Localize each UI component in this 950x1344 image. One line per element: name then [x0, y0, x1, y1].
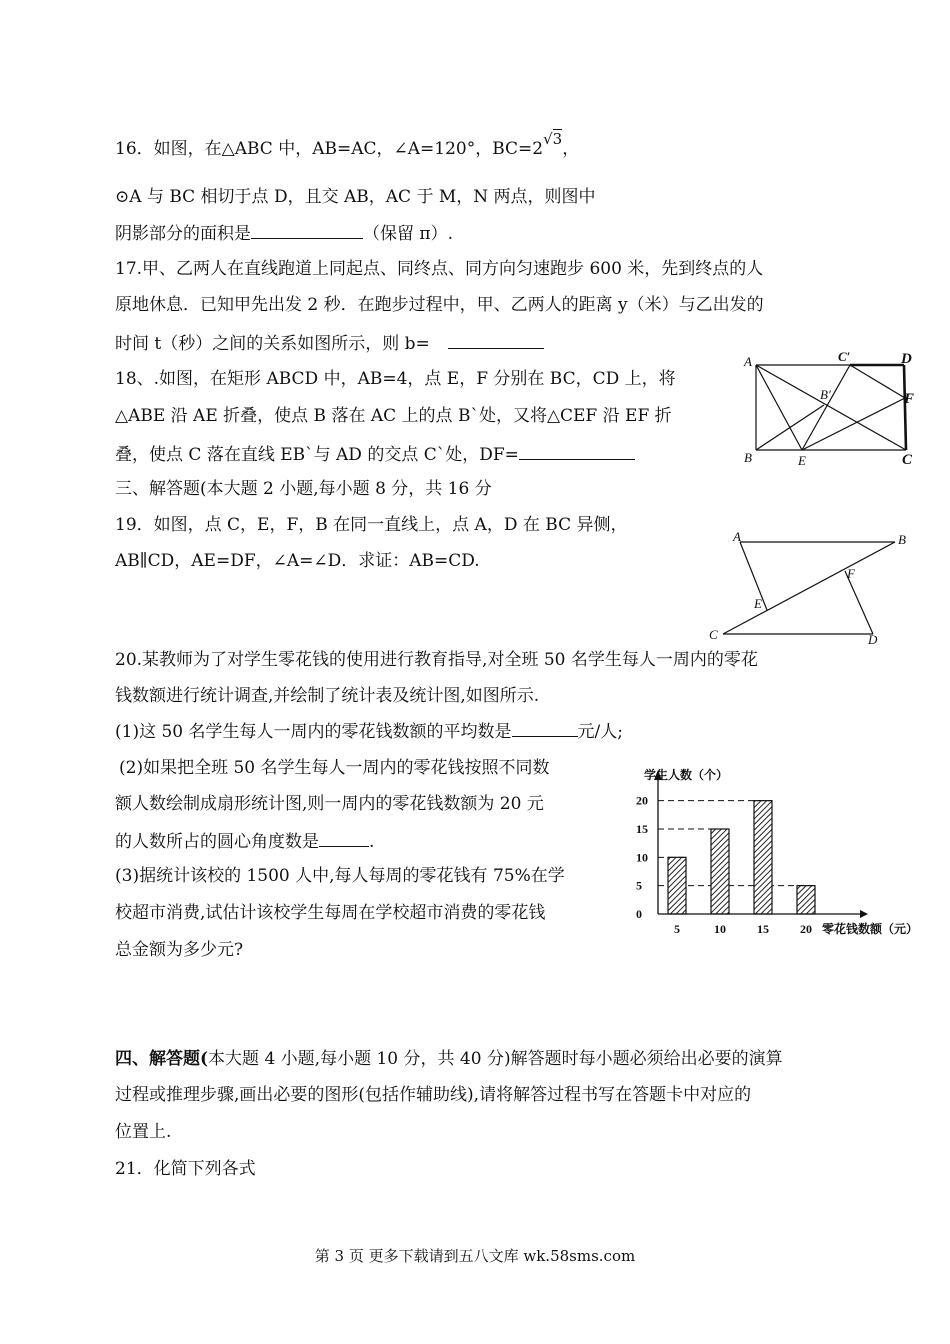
- q19-label-d: D: [868, 632, 878, 647]
- sqrt-radicand: 3: [552, 130, 563, 148]
- page-footer: 第 3 页 更多下载请到五八文库 wk.58sms.com: [314, 1247, 636, 1265]
- chart-xlabel: 零花钱数额（元）: [822, 922, 919, 936]
- x-tick-label: 10: [714, 922, 726, 936]
- q18-rectangle-figure: [738, 344, 928, 470]
- q18-line2: △ABE 沿 AE 折叠，使点 B 落在 AC 上的点 B`处，又将△CEF 沿 EF 折: [115, 406, 672, 426]
- q18-answer-blank[interactable]: [519, 441, 635, 460]
- q18-line-bbp: [756, 405, 824, 450]
- q18-line3: [115, 441, 635, 467]
- section4-line1: [115, 1047, 783, 1071]
- q18-label-e: E: [798, 453, 806, 468]
- q20-bar-chart: [618, 762, 930, 942]
- q19-label-c: C: [709, 627, 718, 642]
- y-tick-label: 20: [636, 793, 648, 808]
- q18-label-c: C: [902, 452, 913, 468]
- chart-x-arrow: [860, 910, 868, 918]
- q19-label-b: B: [898, 532, 906, 547]
- q20-part3-line3: 总金额为多少元?: [115, 940, 244, 960]
- q20-part1: [115, 718, 623, 744]
- q18-line3-pre: 叠，使点 C 落在直线 EB`与 AD 的交点 C`处，DF=: [115, 445, 519, 465]
- q20-part1-pre: (1)这 50 名学生每人一周内的零花钱数额的平均数是: [115, 722, 512, 742]
- section4-line2: 过程或推理步骤,画出必要的图形(包括作辅助线),请将解答过程书写在答题卡中对应的: [115, 1085, 752, 1105]
- q19-line1: 19．如图，点 C，E，F，B 在同一直线上，点 A，D 在 BC 异侧，: [115, 515, 628, 535]
- q20-part2-line3: [115, 828, 374, 854]
- q19-line-cb: [723, 542, 895, 634]
- q19-label-a: A: [733, 529, 741, 544]
- bar-15: [754, 801, 772, 914]
- q20-part2-blank[interactable]: [319, 828, 369, 847]
- q16-line3-post: （保留 π）.: [363, 224, 453, 244]
- x-tick-label: 15: [757, 922, 769, 936]
- q19-figure: [705, 526, 915, 648]
- q18-line1: 18、.如图，在矩形 ABCD 中，AB=4，点 E，F 分别在 BC，CD 上，将: [115, 369, 676, 389]
- bar-5: [668, 857, 686, 914]
- q17-line3: [115, 330, 544, 356]
- q20-part2-line3-pre: 的人数所占的圆心角度数是: [115, 832, 319, 852]
- q18-line-ef: [802, 398, 905, 450]
- q16-line3-pre: 阴影部分的面积是: [115, 224, 251, 244]
- section3-heading: 三、解答题(本大题 2 小题,每小题 8 分，共 16 分: [115, 479, 492, 499]
- q18-label-a: A: [744, 354, 752, 369]
- q18-line-cpf: [850, 365, 905, 398]
- section4-bold: 四、解答题(: [115, 1049, 209, 1069]
- q18-label-bprime: B′: [820, 387, 831, 402]
- q16-text-b: ，: [562, 139, 580, 159]
- q19-label-e: E: [754, 596, 762, 611]
- x-tick-label: 20: [800, 922, 812, 936]
- bar-20: [797, 886, 815, 914]
- bar-10: [711, 829, 729, 914]
- section4-rest: 本大题 4 小题,每小题 10 分，共 40 分)解答题时每小题必须给出必要的演算: [208, 1049, 783, 1069]
- section4-line3: 位置上.: [115, 1122, 172, 1142]
- q20-part2-line1: (2)如果把全班 50 名学生每人一周内的零花钱按照不同数: [119, 758, 550, 778]
- q18-edge-cd: [904, 365, 906, 450]
- q18-label-d: D: [901, 351, 912, 367]
- x-tick-label: 5: [674, 922, 680, 936]
- y-tick-label: 5: [636, 878, 642, 893]
- q20-part3-line2: 校超市消费,试估计该校学生每周在学校超市消费的零花钱: [115, 903, 546, 923]
- q20-part1-blank[interactable]: [512, 718, 578, 737]
- q16-line3: [115, 220, 453, 246]
- q17-line1: 17.甲、乙两人在直线跑道上同起点、同终点、同方向匀速跑步 600 米，先到终点的人: [115, 259, 764, 279]
- q21-line: 21．化简下列各式: [115, 1159, 256, 1179]
- q16-text-a: 16．如图，在△ABC 中，AB=AC，∠A=120°，BC=2: [115, 139, 544, 159]
- chart-ylabel: 学生人数（个）: [644, 768, 729, 782]
- q16-line2: ⊙A 与 BC 相切于点 D，且交 AB，AC 于 M，N 两点，则图中: [115, 187, 596, 207]
- q20-part2-line3-post: .: [369, 832, 375, 852]
- q20-part1-post: 元/人;: [577, 722, 623, 742]
- q20-line2: 钱数额进行统计调查,并绘制了统计表及统计图,如图所示.: [115, 686, 540, 706]
- q17-line3-pre: 时间 t（秒）之间的关系如图所示，则 b=: [115, 334, 430, 354]
- y-tick-label: 10: [636, 850, 648, 865]
- y-tick-label: 15: [636, 822, 648, 836]
- q19-line2: AB∥CD，AE=DF，∠A=∠D．求证：AB=CD.: [115, 551, 480, 571]
- q16-answer-blank[interactable]: [251, 220, 363, 239]
- q18-label-cprime: C′: [838, 349, 851, 364]
- q17-line2: 原地休息．已知甲先出发 2 秒．在跑步过程中，甲、乙两人的距离 y（米）与乙出发的: [115, 295, 764, 315]
- q20-part3-line1: (3)据统计该校的 1500 人中,每人每周的零花钱有 75%在学: [115, 866, 565, 886]
- y-tick-label: 0: [636, 907, 642, 921]
- q18-label-f: F: [904, 391, 915, 407]
- q20-part2-line2: 额人数绘制成扇形统计图,则一周内的零花钱数额为 20 元: [115, 794, 544, 814]
- sqrt-symbol: √3: [543, 130, 563, 148]
- q17-answer-blank[interactable]: [448, 330, 544, 349]
- q20-line1: 20.某教师为了对学生零花钱的使用进行教育指导,对全班 50 名学生每人一周内的零花: [115, 650, 758, 670]
- q18-label-b: B: [744, 450, 752, 465]
- q19-label-f: F: [847, 566, 855, 581]
- q16-line1: [115, 130, 580, 161]
